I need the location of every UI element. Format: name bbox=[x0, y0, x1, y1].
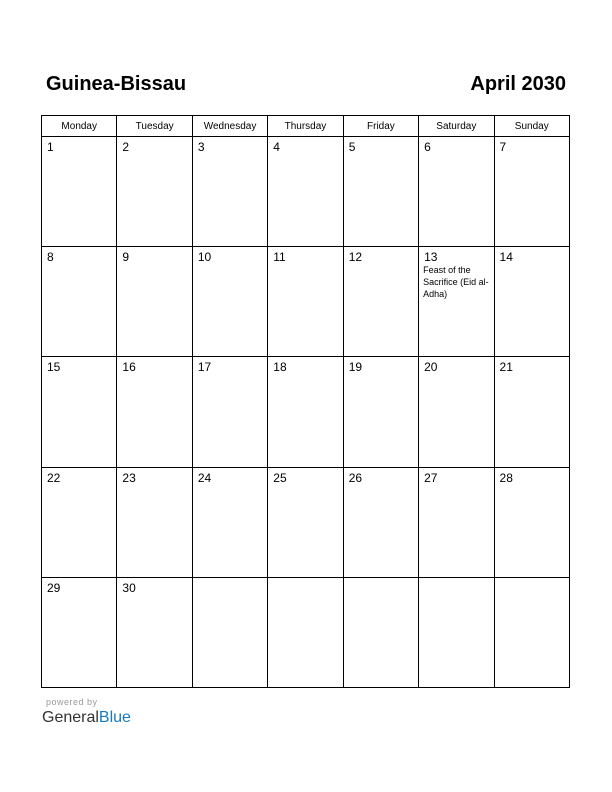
day-number: 23 bbox=[122, 470, 136, 485]
day-cell bbox=[117, 247, 192, 357]
day-cell bbox=[117, 137, 192, 247]
day-number: 11 bbox=[273, 250, 286, 265]
day-cell bbox=[494, 137, 569, 247]
weekday-header: Saturday bbox=[419, 116, 494, 137]
day-cell bbox=[192, 467, 267, 577]
day-cell-empty bbox=[192, 577, 267, 687]
day-cell bbox=[419, 137, 494, 247]
day-number: 17 bbox=[197, 360, 212, 375]
day-cell bbox=[117, 577, 192, 687]
day-cell bbox=[343, 137, 418, 247]
day-number: 15 bbox=[47, 360, 61, 375]
day-cell bbox=[268, 467, 343, 577]
day-number: 6 bbox=[424, 140, 431, 154]
day-number: 1 bbox=[47, 140, 54, 154]
day-cell bbox=[343, 357, 418, 467]
day-cell bbox=[117, 357, 192, 467]
day-cell-empty bbox=[494, 577, 569, 687]
day-number: 5 bbox=[348, 140, 356, 154]
day-number: 19 bbox=[348, 360, 363, 375]
day-cell-empty bbox=[419, 577, 494, 687]
day-number: 20 bbox=[424, 360, 438, 375]
day-cell bbox=[419, 467, 494, 577]
day-cell bbox=[192, 137, 267, 247]
day-number: 3 bbox=[197, 140, 205, 154]
country-title: Guinea-Bissau bbox=[46, 73, 187, 95]
day-cell bbox=[42, 357, 117, 467]
calendar-grid bbox=[41, 115, 570, 688]
day-cell bbox=[42, 577, 117, 687]
day-cell bbox=[268, 247, 343, 357]
day-cell-holiday bbox=[419, 247, 494, 357]
day-cell bbox=[268, 357, 343, 467]
day-cell bbox=[42, 247, 117, 357]
powered-by-label: powered by bbox=[46, 697, 98, 707]
brand-blue-text: Blue bbox=[98, 709, 131, 726]
day-number: 12 bbox=[348, 250, 363, 265]
day-number: 7 bbox=[499, 140, 507, 154]
week-row bbox=[42, 577, 570, 687]
day-number: 30 bbox=[122, 580, 136, 595]
day-cell bbox=[268, 137, 343, 247]
weekday-header: Friday bbox=[343, 116, 418, 137]
day-number: 18 bbox=[273, 360, 287, 375]
day-cell bbox=[192, 357, 267, 467]
week-row bbox=[42, 137, 570, 247]
day-cell bbox=[343, 247, 418, 357]
month-year-title: April 2030 bbox=[470, 73, 566, 95]
day-number: 28 bbox=[499, 470, 513, 485]
day-number: 9 bbox=[122, 250, 130, 265]
day-number bbox=[268, 578, 342, 581]
brand-general-text: General bbox=[42, 709, 99, 726]
day-number: 16 bbox=[122, 360, 136, 375]
weekday-header: Thursday bbox=[268, 116, 343, 137]
day-number: 2 bbox=[122, 140, 130, 154]
day-cell bbox=[494, 357, 569, 467]
day-cell bbox=[117, 467, 192, 577]
day-number bbox=[419, 578, 493, 581]
day-number bbox=[495, 578, 569, 581]
day-number: 29 bbox=[47, 580, 61, 595]
day-cell-empty bbox=[343, 577, 418, 687]
generalblue-logo[interactable] bbox=[42, 709, 131, 727]
day-number: 22 bbox=[47, 470, 61, 485]
weekday-header-row bbox=[42, 116, 570, 137]
day-number bbox=[344, 578, 418, 581]
day-number: 27 bbox=[424, 470, 438, 485]
holiday-label: Feast of the Sacrifice (Eid al-Adha) bbox=[423, 265, 489, 300]
day-cell bbox=[42, 467, 117, 577]
day-cell bbox=[192, 247, 267, 357]
day-cell-empty bbox=[268, 577, 343, 687]
day-cell bbox=[419, 357, 494, 467]
weekday-header: Monday bbox=[42, 116, 117, 137]
week-row bbox=[42, 247, 570, 357]
week-row bbox=[42, 467, 570, 577]
day-number: 10 bbox=[197, 250, 212, 265]
week-row bbox=[42, 357, 570, 467]
day-cell bbox=[343, 467, 418, 577]
day-number: 8 bbox=[47, 250, 54, 265]
weekday-header: Sunday bbox=[494, 116, 569, 137]
day-number: 25 bbox=[273, 470, 287, 485]
day-number: 21 bbox=[499, 360, 513, 375]
day-number: 24 bbox=[197, 470, 212, 485]
day-number bbox=[193, 578, 267, 581]
weekday-header: Tuesday bbox=[117, 116, 192, 137]
day-number: 4 bbox=[273, 140, 280, 154]
day-cell bbox=[494, 467, 569, 577]
day-cell bbox=[42, 137, 117, 247]
day-number: 13 bbox=[424, 250, 438, 265]
day-number: 26 bbox=[348, 470, 363, 485]
day-cell bbox=[494, 247, 569, 357]
day-number: 14 bbox=[499, 250, 513, 265]
weekday-header: Wednesday bbox=[192, 116, 267, 137]
